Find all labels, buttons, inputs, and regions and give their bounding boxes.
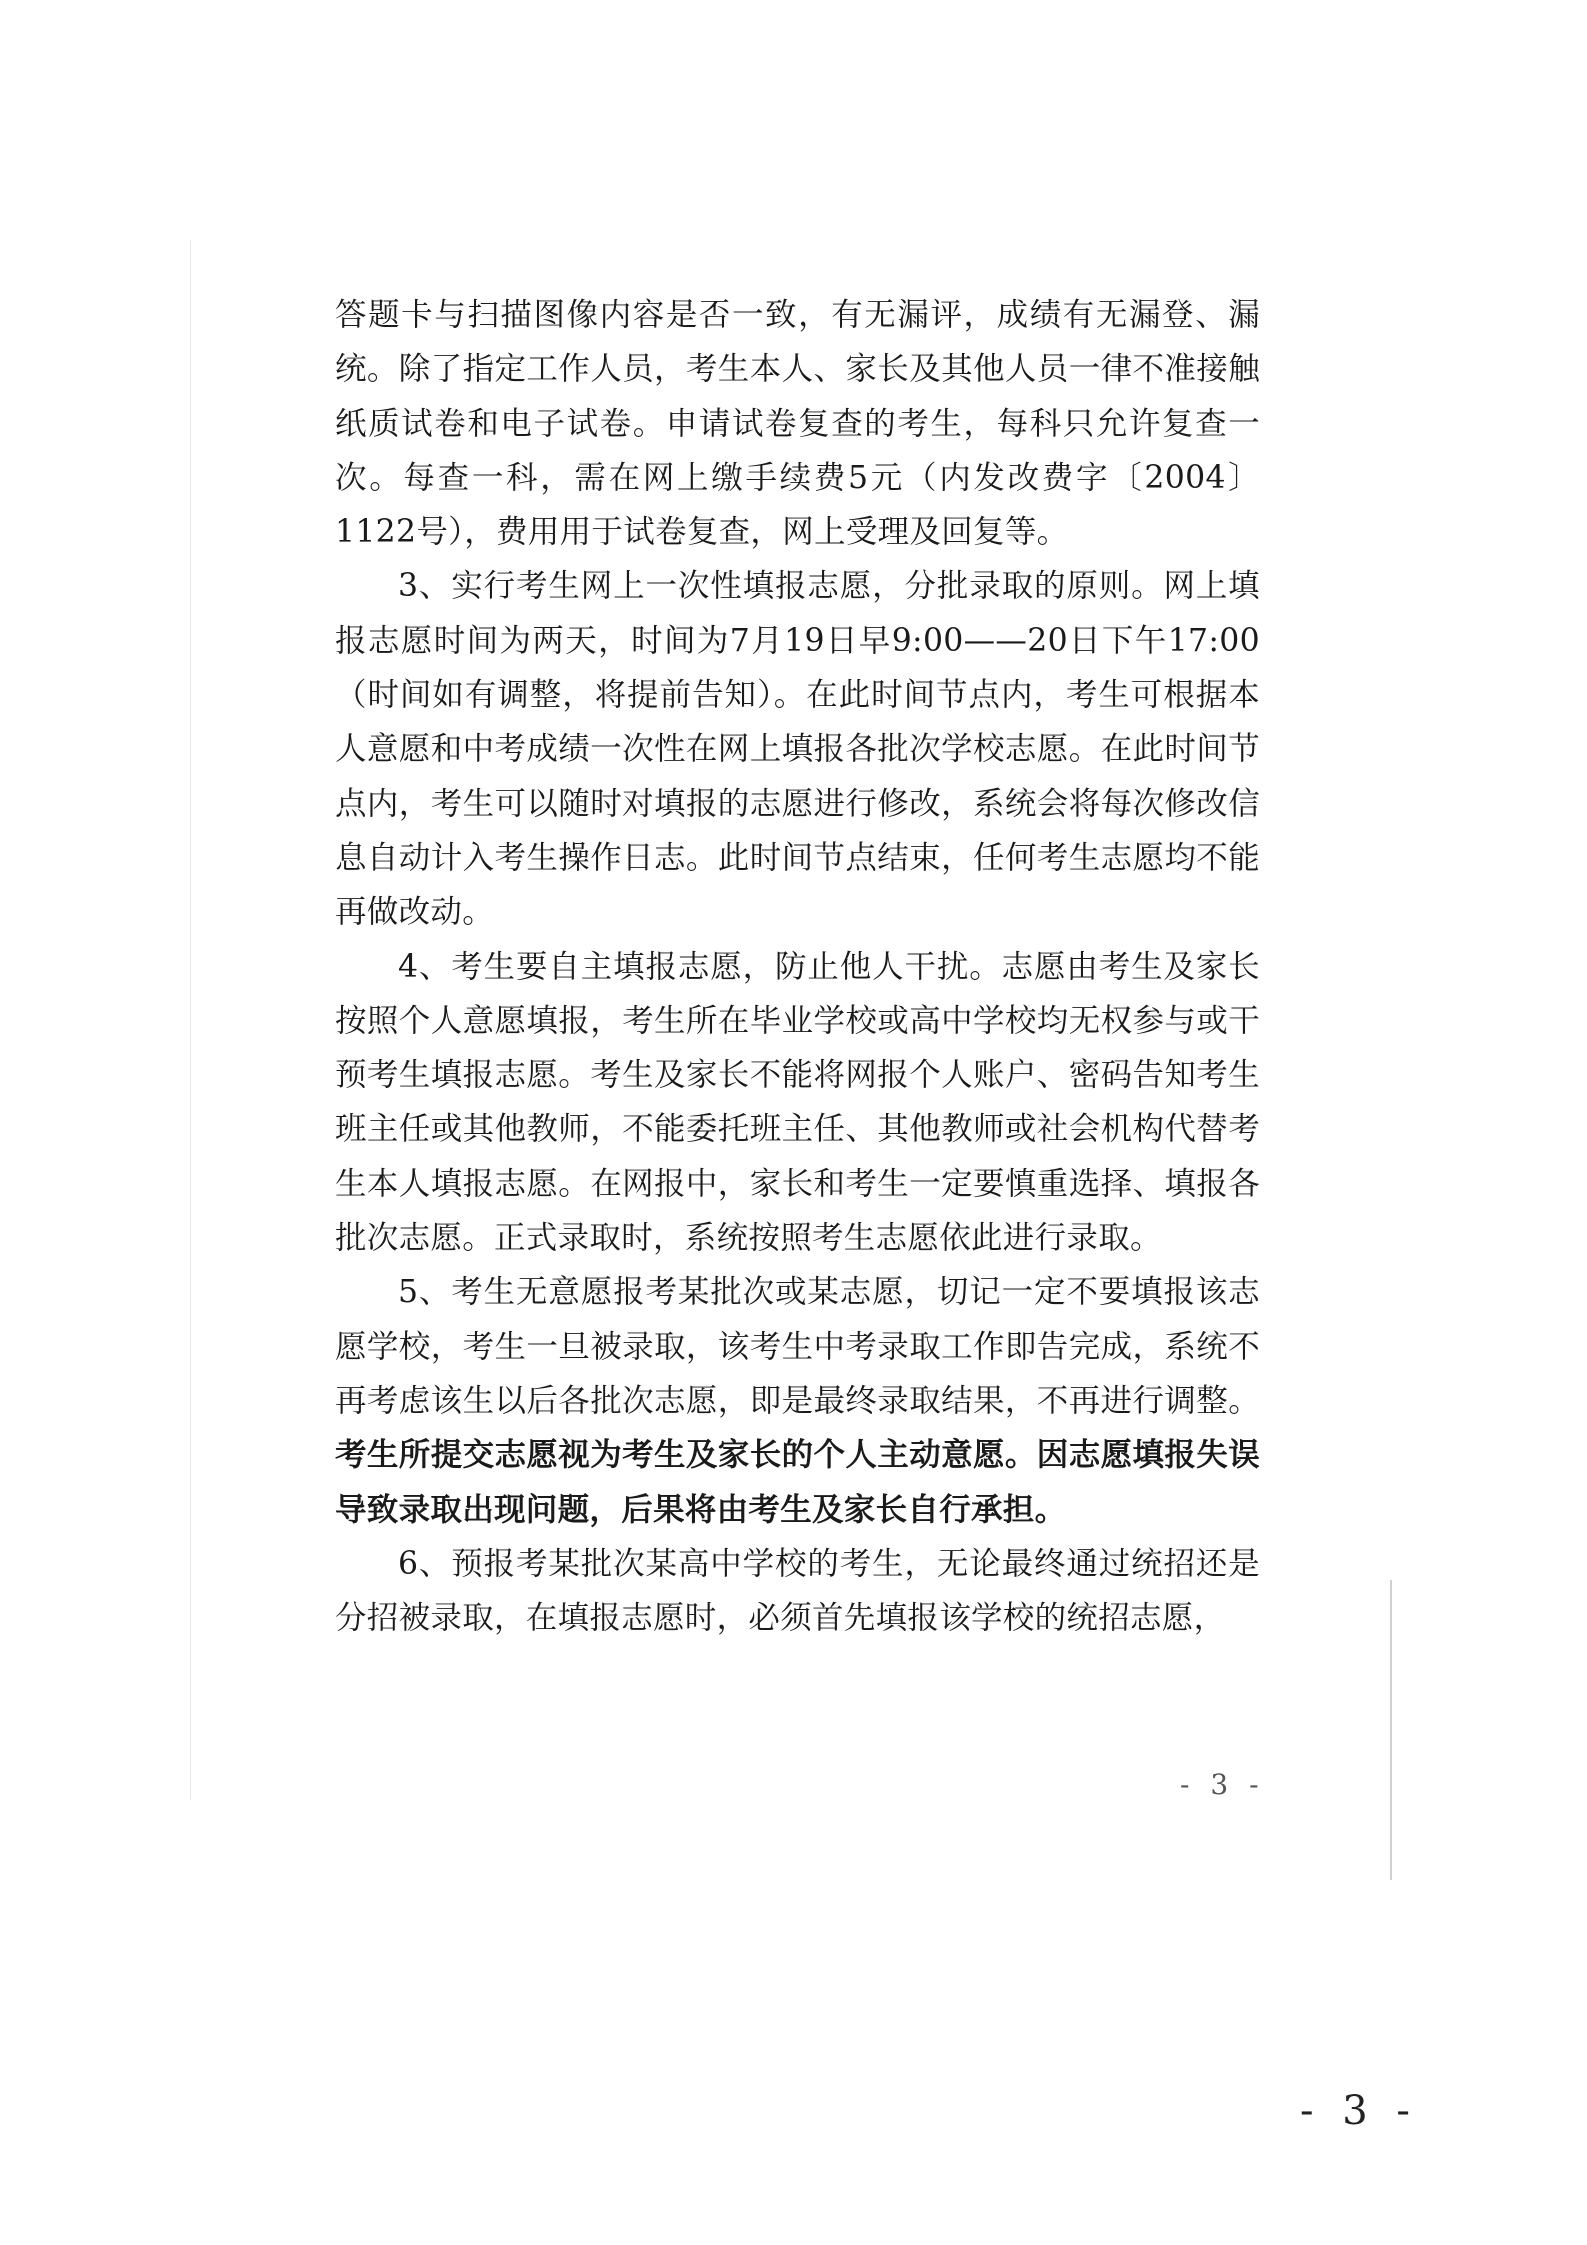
document-body	[335, 288, 1260, 1645]
paragraph-item-4: 4、考生要自主填报志愿，防止他人干扰。志愿由考生及家长按照个人意愿填报，考生所在毕业学校或高中学校均无权参与或干预考生填报志愿。考生及家长不能将网报个人账户、密码告知考生班主任或其他教师，不能委托班主任、其他教师或社会机构代替考生本人填报志愿。在网报中，家长和考生一定要慎重选择、填报各批次志愿。正式录取时，系统按照考生志愿依此进行录取。	[335, 948, 1260, 1257]
page-number-inner: - 3 -	[1180, 1768, 1265, 1801]
scan-edge-right	[1390, 1580, 1392, 1880]
paragraph-item-5-text: 5、考生无意愿报考某批次或某志愿，切记一定不要填报该志愿学校，考生一旦被录取，该考生中考录取工作即告完成，系统不再考虑该生以后各批次志愿，即是最终录取结果，不再进行调整。	[335, 1274, 1260, 1419]
paragraph-item-6: 6、预报考某批次某高中学校的考生，无论最终通过统招还是分招被录取，在填报志愿时，必须首先填报该学校的统招志愿，	[335, 1545, 1260, 1637]
paragraph-item-3: 3、实行考生网上一次性填报志愿，分批录取的原则。网上填报志愿时间为两天，时间为7月19日早9:00——20日下午17:00（时间如有调整，将提前告知）。在此时间节点内，考生可根据本人意愿和中考成绩一次性在网上填报各批次学校志愿。在此时间节点内，考生可以随时对填报的志愿进行修改，系统会将每次修改信息自动计入考生操作日志。此时间节点结束，任何考生志愿均不能再做改动。	[335, 568, 1260, 931]
paragraph-continued: 答题卡与扫描图像内容是否一致，有无漏评，成绩有无漏登、漏统。除了指定工作人员，考生本人、家长及其他人员一律不准接触纸质试卷和电子试卷。申请试卷复查的考生，每科只允许复查一次。每查一科，需在网上缴手续费5元（内发改费字〔2004〕1122号），费用用于试卷复查，网上受理及回复等。	[335, 297, 1260, 551]
paragraph-item-5-emphasis: 考生所提交志愿视为考生及家长的个人主动意愿。因志愿填报失误导致录取出现问题，后果将由考生及家长自行承担。	[335, 1436, 1260, 1528]
scan-edge-left	[190, 240, 191, 1800]
page-number-outer: - 3 -	[1300, 2088, 1418, 2134]
paragraph-item-5	[335, 1265, 1260, 1536]
